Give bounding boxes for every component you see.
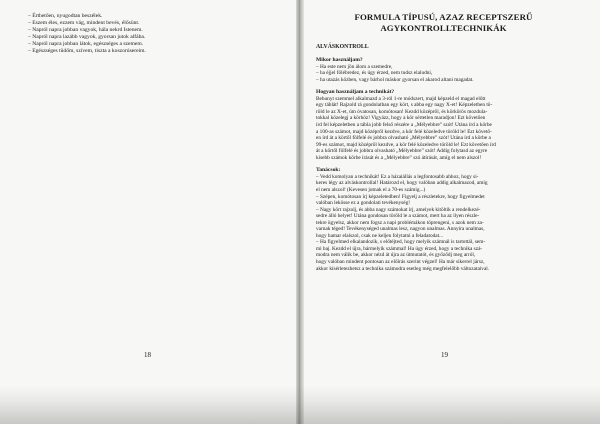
list-item: – Ha este nem jön álom a szemedre, [316,63,393,70]
hogyan-heading: Hogyan használjam a technikát? [316,89,395,96]
hogyan-paragraph [316,96,571,161]
text-line: át a körtől fölfelé és jobbra olvasható „Mélyebbre” szót! Addig folytasd az egyre [316,148,488,155]
text-line: hogy valóban mindent pontosan az előírás szerint végzel! Ha már sikerrel jársz, [316,259,485,265]
text-line: Behunyt szemmel alkalmazd a 3-ról 1-re módszert, majd képzeld el magad előtt [316,95,486,102]
text-line: röld le az X-et, úm óvatosan, komótosan! Kezdd középről, és körkörös mozdula- [316,108,488,115]
text-line: akkor kísérletezhetsz a technika számodra esetleg még megfelelőbb változataival. [316,265,490,272]
chapter-title-line2: AGYKONTROLLTECHNIKÁK [380,23,507,33]
text-line: – Nagy kört rajzolj, és abba nagy számokat írj, amelyek kitöltik a rendelkezé- [316,206,481,213]
tanacsok-heading: Tanácsok: [316,167,341,174]
text-line: – Szépen, komótosan írj képzeletedben! Figyelj a részletekre, hogy figyelmedet [316,193,485,200]
section-title: ALVÁSKONTROLL [316,44,369,50]
list-item: – Napról napra jobban vagyok, hála nekrd Istenem. [28,27,143,34]
list-item: – Egészséges tüdőm, szívem, tiszta a koszorúsereim. [28,48,146,55]
list-item: – ha éjjel fölébredez, és úgy érzed, nem tudsz elaludni, [316,70,433,77]
text-line: – Ha figyelmed elkalandozik, s előtéjted, hogy melyik számnál is tartottál, sem- [316,239,486,246]
text-line: a 100-as számot, majd középről kezdve, a kör felé közeledve töröld le! Ezt követő- [316,128,492,135]
tanacsok-list [316,174,571,272]
text-line: modra nem válik be, akkor nézd át újra az útmutatót, és győződj meg arról, [316,252,476,259]
text-line: tokkal közelegj a körhöz! Vigyázz, hogy a kör sértetlen maradjon! Ezt követően [316,115,486,122]
list-item: – Eszem éles, ezzem vág, mindent bevés, élősünt. [28,20,140,27]
left-page [0,0,298,424]
text-line: 99-es számot, majd középről kezdve, a kör felé közeledve töröld le! Ezt követően írd [316,141,496,148]
book-gutter [296,0,304,424]
text-line: el nem alszol! (Kevesen jutnak el a 70-es számig...) [316,186,426,193]
list-item: – Érthetően, nyugodtan beszélek. [28,13,103,19]
list-item: – Napról napra jobban látok, egészséges a szemem. [28,41,144,48]
chapter-title-line1: FORMULA TÍPUSÚ, AZAZ RECEPTSZERŰ [354,12,533,22]
mikor-heading: Mikor használjam? [316,57,363,63]
scan-shadow [0,386,600,424]
text-line: sedre álló helyet! Utána gondosan töröld le a számot, mert ha az ilyen részle- [316,213,480,220]
page-number-right: 19 [441,351,448,359]
text-line: tekre ügyelsz, akkor nem fogsz a napi problémákon töprengeni, s azok nem za- [316,219,484,226]
text-line: en írd át a körtől fölfelé és jobbra olvasható „Mélyebbre” szót! Utána írd a körbe a [316,135,491,142]
text-line: mi baj. Kezdd el újra, bármelyik számmal! Ha úgy érzed, hogy a technika szá- [316,245,483,252]
text-line: egy táblát! Rajzold rá gondolatban egy kört, s abba egy nagy X-et! Képzeletben tö- [316,102,493,109]
text-line: írd fel képzeletben a tábla jobb felső részére a „Mélyebbre” szót! Utána írd a körbe [316,122,492,129]
text-line: kisebb számok körbe írását és a „Mélyebbre” szó átírását, amíg el nem alszol! [316,154,482,161]
text-line: varnak téged! Tevékenységed unalmas lesz, nagyon unalmas. Annyira unalmas, [316,226,485,233]
affirmation-list [28,13,273,56]
list-item: – Napról napra lazább vagyok, gyorsan jutok alfába. [28,34,146,41]
mikor-list [316,64,571,84]
list-item: – ha utazás közben, vagy bárhol máskor gyorsan el akarod altani magadat. [316,76,474,83]
text-line: – Vedd komolyan a technikát! Ez a házaiállás a legfontosabb ahhoz, hogy si- [316,173,479,180]
page-number-left: 18 [144,351,151,359]
right-page-content [316,12,571,272]
text-line: keres légy az alváskontrollal! Határozd el, hogy valóban addig alkalmazod, amíg [316,180,488,187]
text-line: valóban lekösse ez a gondolati tevékenység! [316,200,410,207]
text-line: hogy hamar elalszol, csak ne keljen folytatni a feladatodat... [316,232,444,239]
